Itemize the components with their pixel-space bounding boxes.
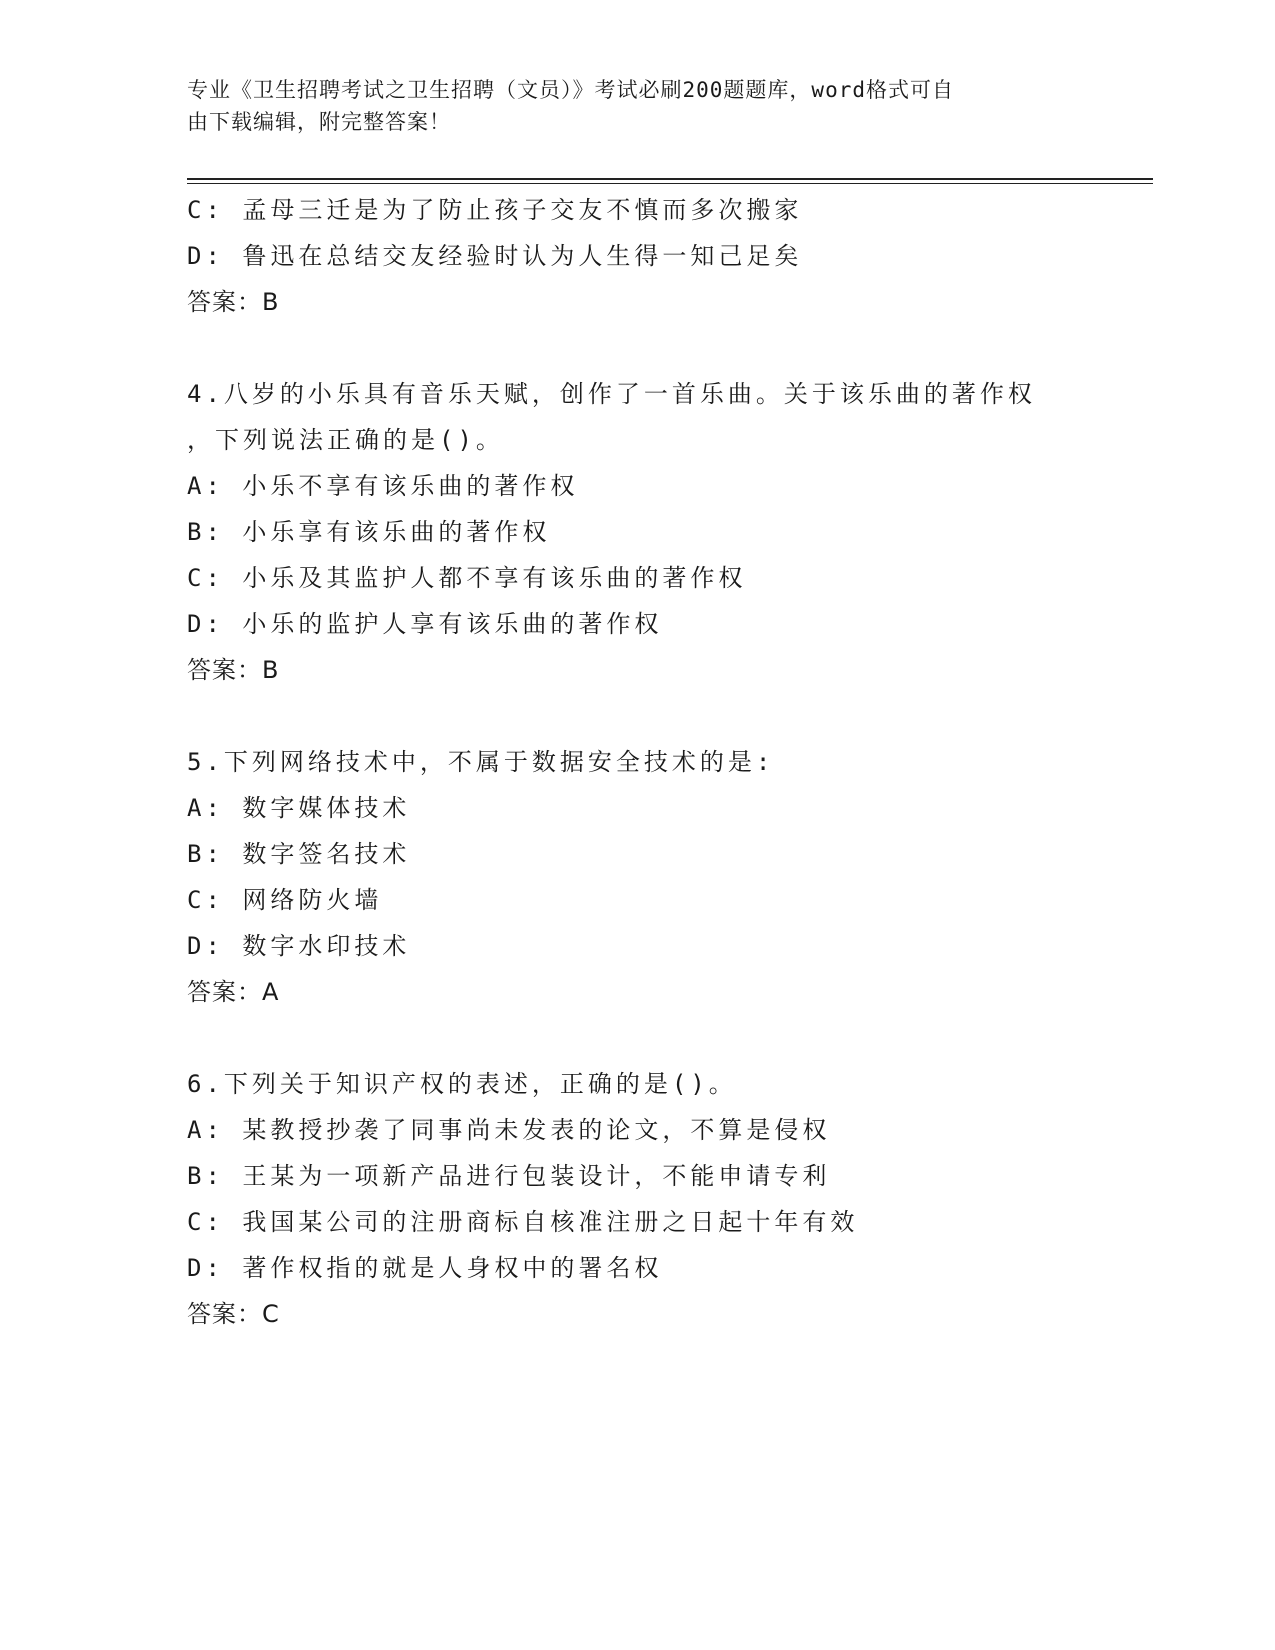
question-list xyxy=(187,187,1153,1337)
header-line-2: 由下载编辑，附完整答案！ xyxy=(187,110,451,134)
header-rule-thin xyxy=(187,183,1153,184)
question-3-tail xyxy=(187,187,1153,325)
answer-label: 答案：B xyxy=(187,288,280,316)
option-c: C: 孟母三迁是为了防止孩子交友不慎而多次搬家 xyxy=(187,196,803,224)
question-stem: 5.下列网络技术中，不属于数据安全技术的是: xyxy=(187,748,775,776)
option-c: C: 我国某公司的注册商标自核准注册之日起十年有效 xyxy=(187,1208,859,1236)
document-header xyxy=(187,74,1087,138)
option-b: B: 数字签名技术 xyxy=(187,840,411,868)
option-a: A: 小乐不享有该乐曲的著作权 xyxy=(187,472,579,500)
option-b: B: 王某为一项新产品进行包装设计，不能申请专利 xyxy=(187,1162,831,1190)
answer-label: 答案：B xyxy=(187,656,280,684)
header-line-1: 专业《卫生招聘考试之卫生招聘（文员）》考试必刷200题题库，word格式可自 xyxy=(187,78,954,102)
option-a: A: 某教授抄袭了同事尚未发表的论文，不算是侵权 xyxy=(187,1116,831,1144)
option-d: D: 小乐的监护人享有该乐曲的著作权 xyxy=(187,610,663,638)
question-stem-continued: ，下列说法正确的是()。 xyxy=(187,426,504,454)
option-d: D: 鲁迅在总结交友经验时认为人生得一知己足矣 xyxy=(187,242,803,270)
answer-label: 答案：A xyxy=(187,978,280,1006)
question-stem: 4.八岁的小乐具有音乐天赋，创作了一首乐曲。关于该乐曲的著作权 xyxy=(187,380,1036,408)
header-rule-thick xyxy=(187,178,1153,180)
option-c: C: 小乐及其监护人都不享有该乐曲的著作权 xyxy=(187,564,747,592)
question-6 xyxy=(187,1061,1153,1337)
option-d: D: 著作权指的就是人身权中的署名权 xyxy=(187,1254,663,1282)
option-d: D: 数字水印技术 xyxy=(187,932,411,960)
question-stem: 6.下列关于知识产权的表述，正确的是()。 xyxy=(187,1070,737,1098)
option-c: C: 网络防火墙 xyxy=(187,886,383,914)
question-5 xyxy=(187,739,1153,1015)
option-b: B: 小乐享有该乐曲的著作权 xyxy=(187,518,551,546)
option-a: A: 数字媒体技术 xyxy=(187,794,411,822)
answer-label: 答案：C xyxy=(187,1300,280,1328)
question-4 xyxy=(187,371,1153,693)
